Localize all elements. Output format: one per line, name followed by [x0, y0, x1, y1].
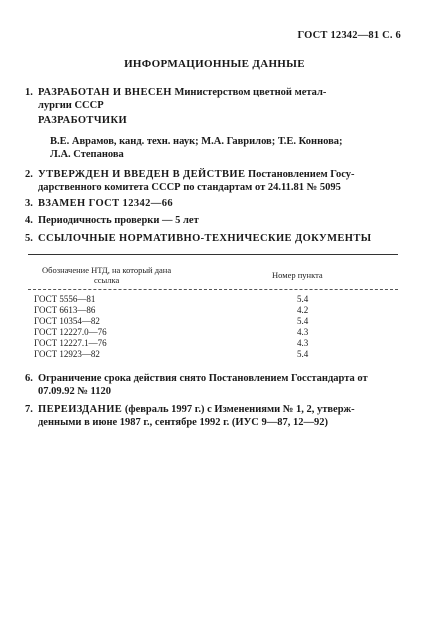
section-6-text-cont: 07.09.92 № 1120 [38, 386, 111, 397]
section-2 [25, 168, 403, 194]
section-5 [25, 232, 403, 245]
developers-label: РАЗРАБОТЧИКИ [38, 115, 128, 126]
section-7 [25, 403, 403, 429]
section-7-text-cont: денными в июне 1987 г., сентябре 1992 г. (ИУС 9—87, 12—92) [38, 417, 328, 428]
section-6-text: Ограничение срока действия снято Постановлением Госстандарта от [38, 373, 368, 384]
section-2-text: Постановлением Госу- [245, 169, 355, 180]
table-row-item: 5.4 [297, 316, 309, 326]
section-number: 2. [25, 169, 33, 180]
table-row-doc: ГОСТ 10354—82 [34, 316, 100, 326]
developers-line-1: В.Е. Аврамов, канд. техн. наук; М.А. Гаврилов; Т.Е. Коннова; [50, 136, 343, 147]
section-7-text: (февраль 1997 г.) с Изменениями № 1, 2, утверж- [122, 404, 355, 415]
section-1 [25, 86, 403, 112]
developers-list [50, 135, 400, 161]
section-number: 1. [25, 87, 33, 98]
table-row-doc: ГОСТ 12923—82 [34, 349, 100, 359]
table-row-doc: ГОСТ 12227.0—76 [34, 327, 107, 337]
page-header: ГОСТ 12342—81 С. 6 [297, 30, 401, 41]
section-7-heading: ПЕРЕИЗДАНИЕ [38, 404, 123, 415]
table-row-item: 4.3 [297, 327, 309, 337]
section-1-heading: РАЗРАБОТАН И ВНЕСЕН [38, 87, 172, 98]
table-row-item: 4.2 [297, 305, 309, 315]
table-header-doc: Обозначение НТД, на который дана ссылка [42, 265, 172, 285]
section-2-heading: УТВЕРЖДЕН И ВВЕДЕН В ДЕЙСТВИЕ [38, 169, 246, 180]
table-header-rule [28, 289, 398, 290]
page-title: ИНФОРМАЦИОННЫЕ ДАННЫЕ [124, 58, 305, 70]
table-row-item: 5.4 [297, 349, 309, 359]
table-row-item: 5.4 [297, 294, 309, 304]
section-number: 3. [25, 198, 33, 209]
section-number: 5. [25, 233, 33, 244]
section-number: 4. [25, 215, 33, 226]
table-header-item: Номер пункта [272, 270, 323, 280]
table-row-doc: ГОСТ 12227.1—76 [34, 338, 107, 348]
section-1-text: Министерством цветной метал- [171, 87, 327, 98]
section-6 [25, 372, 403, 398]
section-3 [25, 197, 403, 210]
table-row-doc: ГОСТ 6613—86 [34, 305, 96, 315]
section-2-text-cont: дарственного комитета СССР по стандартам от 24.11.81 № 5095 [38, 182, 341, 193]
section-1-text-cont: лургии СССР [38, 100, 104, 111]
section-3-text: ВЗАМЕН ГОСТ 12342—66 [38, 198, 174, 209]
section-5-text: ССЫЛОЧНЫЕ НОРМАТИВНО-ТЕХНИЧЕСКИЕ ДОКУМЕНТЫ [38, 233, 372, 244]
section-4 [25, 214, 403, 227]
section-number: 6. [25, 373, 33, 384]
section-4-text: Периодичность проверки — 5 лет [38, 215, 199, 226]
table-row-doc: ГОСТ 5556—81 [34, 294, 96, 304]
table-row-item: 4.3 [297, 338, 309, 348]
developers-line-2: Л.А. Степанова [50, 149, 124, 160]
table-top-rule [28, 254, 398, 255]
section-number: 7. [25, 404, 33, 415]
